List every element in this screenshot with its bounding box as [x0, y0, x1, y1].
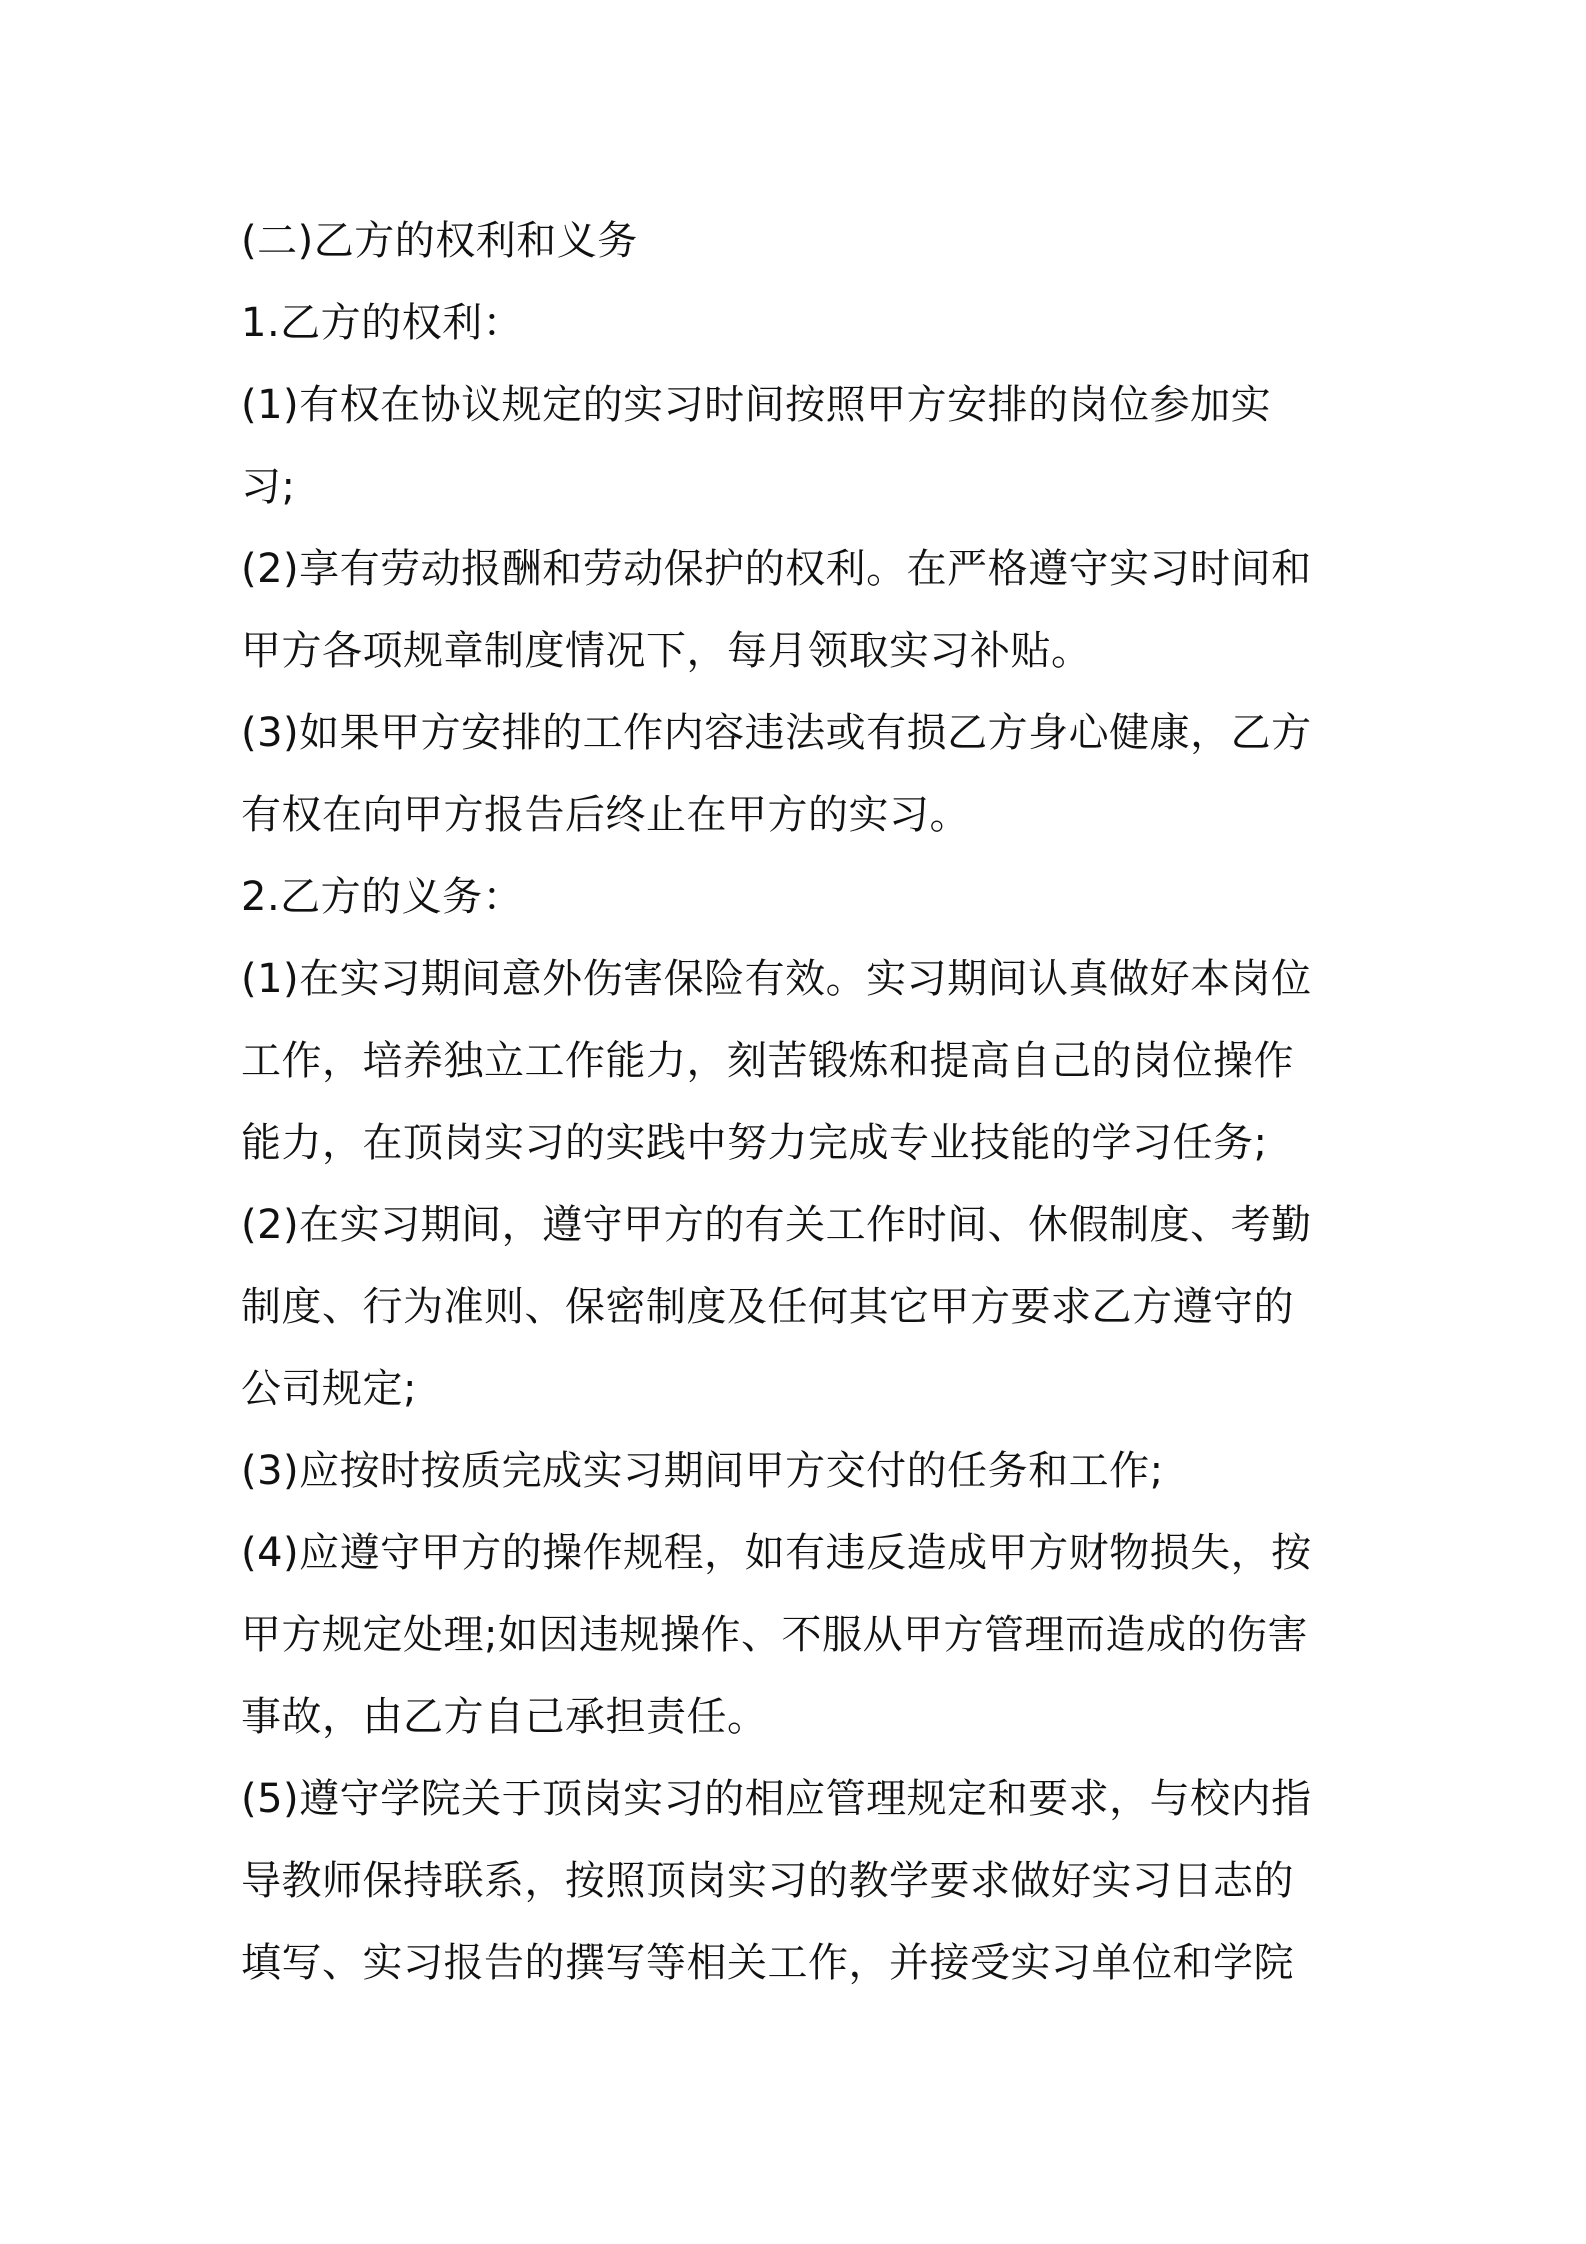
section-heading: (二)乙方的权利和义务 — [241, 218, 638, 264]
text-line: 导教师保持联系，按照顶岗实习的教学要求做好实习日志的 — [241, 1858, 1294, 1904]
text-line: (1)有权在协议规定的实习时间按照甲方安排的岗位参加实 — [241, 382, 1272, 428]
text-line: (2)享有劳动报酬和劳动保护的权利。在严格遵守实习时间和 — [241, 546, 1312, 592]
text-line: 事故，由乙方自己承担责任。 — [241, 1694, 768, 1740]
subsection-heading-rights: 1.乙方的权利： — [241, 300, 524, 346]
text-line: (2)在实习期间，遵守甲方的有关工作时间、休假制度、考勤 — [241, 1202, 1312, 1248]
text-line: 填写、实习报告的撰写等相关工作，并接受实习单位和学院 — [241, 1940, 1294, 1986]
text-line: 能力，在顶岗实习的实践中努力完成专业技能的学习任务; — [241, 1120, 1268, 1166]
text-line: (4)应遵守甲方的操作规程，如有违反造成甲方财物损失，按 — [241, 1530, 1312, 1576]
text-line: 公司规定; — [241, 1366, 417, 1412]
text-line: 甲方各项规章制度情况下，每月领取实习补贴。 — [241, 628, 1092, 674]
text-line: 甲方规定处理;如因违规操作、不服从甲方管理而造成的伤害 — [241, 1612, 1308, 1658]
text-line: (3)应按时按质完成实习期间甲方交付的任务和工作; — [241, 1448, 1164, 1494]
text-line: 有权在向甲方报告后终止在甲方的实习。 — [241, 792, 970, 838]
text-line: (3)如果甲方安排的工作内容违法或有损乙方身心健康，乙方 — [241, 710, 1312, 756]
text-line: (1)在实习期间意外伤害保险有效。实习期间认真做好本岗位 — [241, 956, 1312, 1002]
text-line: 工作，培养独立工作能力，刻苦锻炼和提高自己的岗位操作 — [241, 1038, 1294, 1084]
text-line: (5)遵守学院关于顶岗实习的相应管理规定和要求，与校内指 — [241, 1776, 1312, 1822]
document-body — [241, 200, 1361, 2004]
text-line: 制度、行为准则、保密制度及任何其它甲方要求乙方遵守的 — [241, 1284, 1294, 1330]
text-line: 习; — [241, 464, 296, 510]
subsection-heading-obligations: 2.乙方的义务： — [241, 874, 524, 920]
